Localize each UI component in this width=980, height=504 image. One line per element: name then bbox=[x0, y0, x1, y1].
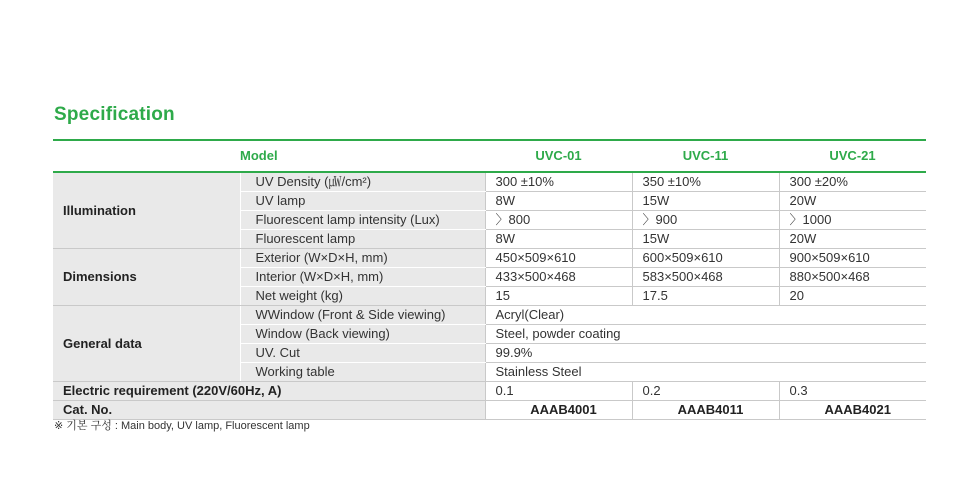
cell-value: 300 ±10% bbox=[485, 172, 632, 192]
header-uvc-21: UVC-21 bbox=[779, 140, 926, 172]
cell-value: 880×500×468 bbox=[779, 268, 926, 287]
cell-value: 20 bbox=[779, 287, 926, 306]
cell-value: 15W bbox=[632, 192, 779, 211]
specification-table bbox=[53, 139, 926, 420]
group-illumination: Illumination bbox=[53, 172, 240, 249]
table-row-electric bbox=[53, 382, 926, 401]
cell-value: 600×509×610 bbox=[632, 249, 779, 268]
cell-value: 17.5 bbox=[632, 287, 779, 306]
group-general-data: General data bbox=[53, 306, 240, 382]
cell-value: 8W bbox=[485, 192, 632, 211]
cell-value: 0.3 bbox=[779, 382, 926, 401]
table-row bbox=[53, 249, 926, 268]
cell-value: 433×500×468 bbox=[485, 268, 632, 287]
cell-value: AAAB4011 bbox=[632, 401, 779, 420]
group-dimensions: Dimensions bbox=[53, 249, 240, 306]
cell-value: 15W bbox=[632, 230, 779, 249]
row-label: Interior (W×D×H, mm) bbox=[240, 268, 485, 287]
row-label: UV lamp bbox=[240, 192, 485, 211]
header-model: Model bbox=[240, 140, 485, 172]
cell-value: 8W bbox=[485, 230, 632, 249]
cell-value: 99.9% bbox=[485, 344, 926, 363]
cell-value: 300 ±20% bbox=[779, 172, 926, 192]
cell-value: 〉800 bbox=[485, 211, 632, 230]
row-label: Fluorescent lamp intensity (Lux) bbox=[240, 211, 485, 230]
table-row bbox=[53, 306, 926, 325]
cell-value: 350 ±10% bbox=[632, 172, 779, 192]
header-uvc-01: UVC-01 bbox=[485, 140, 632, 172]
cell-value: AAAB4001 bbox=[485, 401, 632, 420]
cell-value: Stainless Steel bbox=[485, 363, 926, 382]
cat-no-label: Cat. No. bbox=[53, 401, 485, 420]
row-label: UV Density (㎼/cm²) bbox=[240, 172, 485, 192]
row-label: Working table bbox=[240, 363, 485, 382]
cell-value: Acryl(Clear) bbox=[485, 306, 926, 325]
cell-value: 15 bbox=[485, 287, 632, 306]
cell-value: AAAB4021 bbox=[779, 401, 926, 420]
electric-label: Electric requirement (220V/60Hz, A) bbox=[53, 382, 485, 401]
table-row bbox=[53, 172, 926, 192]
row-label: Window (Back viewing) bbox=[240, 325, 485, 344]
cell-value: 450×509×610 bbox=[485, 249, 632, 268]
footnote: ※ 기본 구성 : Main body, UV lamp, Fluorescent lamp bbox=[54, 420, 310, 432]
cell-value: 0.2 bbox=[632, 382, 779, 401]
row-label: Net weight (kg) bbox=[240, 287, 485, 306]
header-row bbox=[53, 140, 926, 172]
cell-value: 900×509×610 bbox=[779, 249, 926, 268]
row-label: UV. Cut bbox=[240, 344, 485, 363]
cell-value: 0.1 bbox=[485, 382, 632, 401]
row-label: WWindow (Front & Side viewing) bbox=[240, 306, 485, 325]
cell-value: 20W bbox=[779, 230, 926, 249]
cell-value: 583×500×468 bbox=[632, 268, 779, 287]
row-label: Fluorescent lamp bbox=[240, 230, 485, 249]
page-title: Specification bbox=[54, 104, 175, 125]
header-uvc-11: UVC-11 bbox=[632, 140, 779, 172]
cell-value: 20W bbox=[779, 192, 926, 211]
row-label: Exterior (W×D×H, mm) bbox=[240, 249, 485, 268]
cell-value: Steel, powder coating bbox=[485, 325, 926, 344]
cell-value: 〉1000 bbox=[779, 211, 926, 230]
cell-value: 〉900 bbox=[632, 211, 779, 230]
